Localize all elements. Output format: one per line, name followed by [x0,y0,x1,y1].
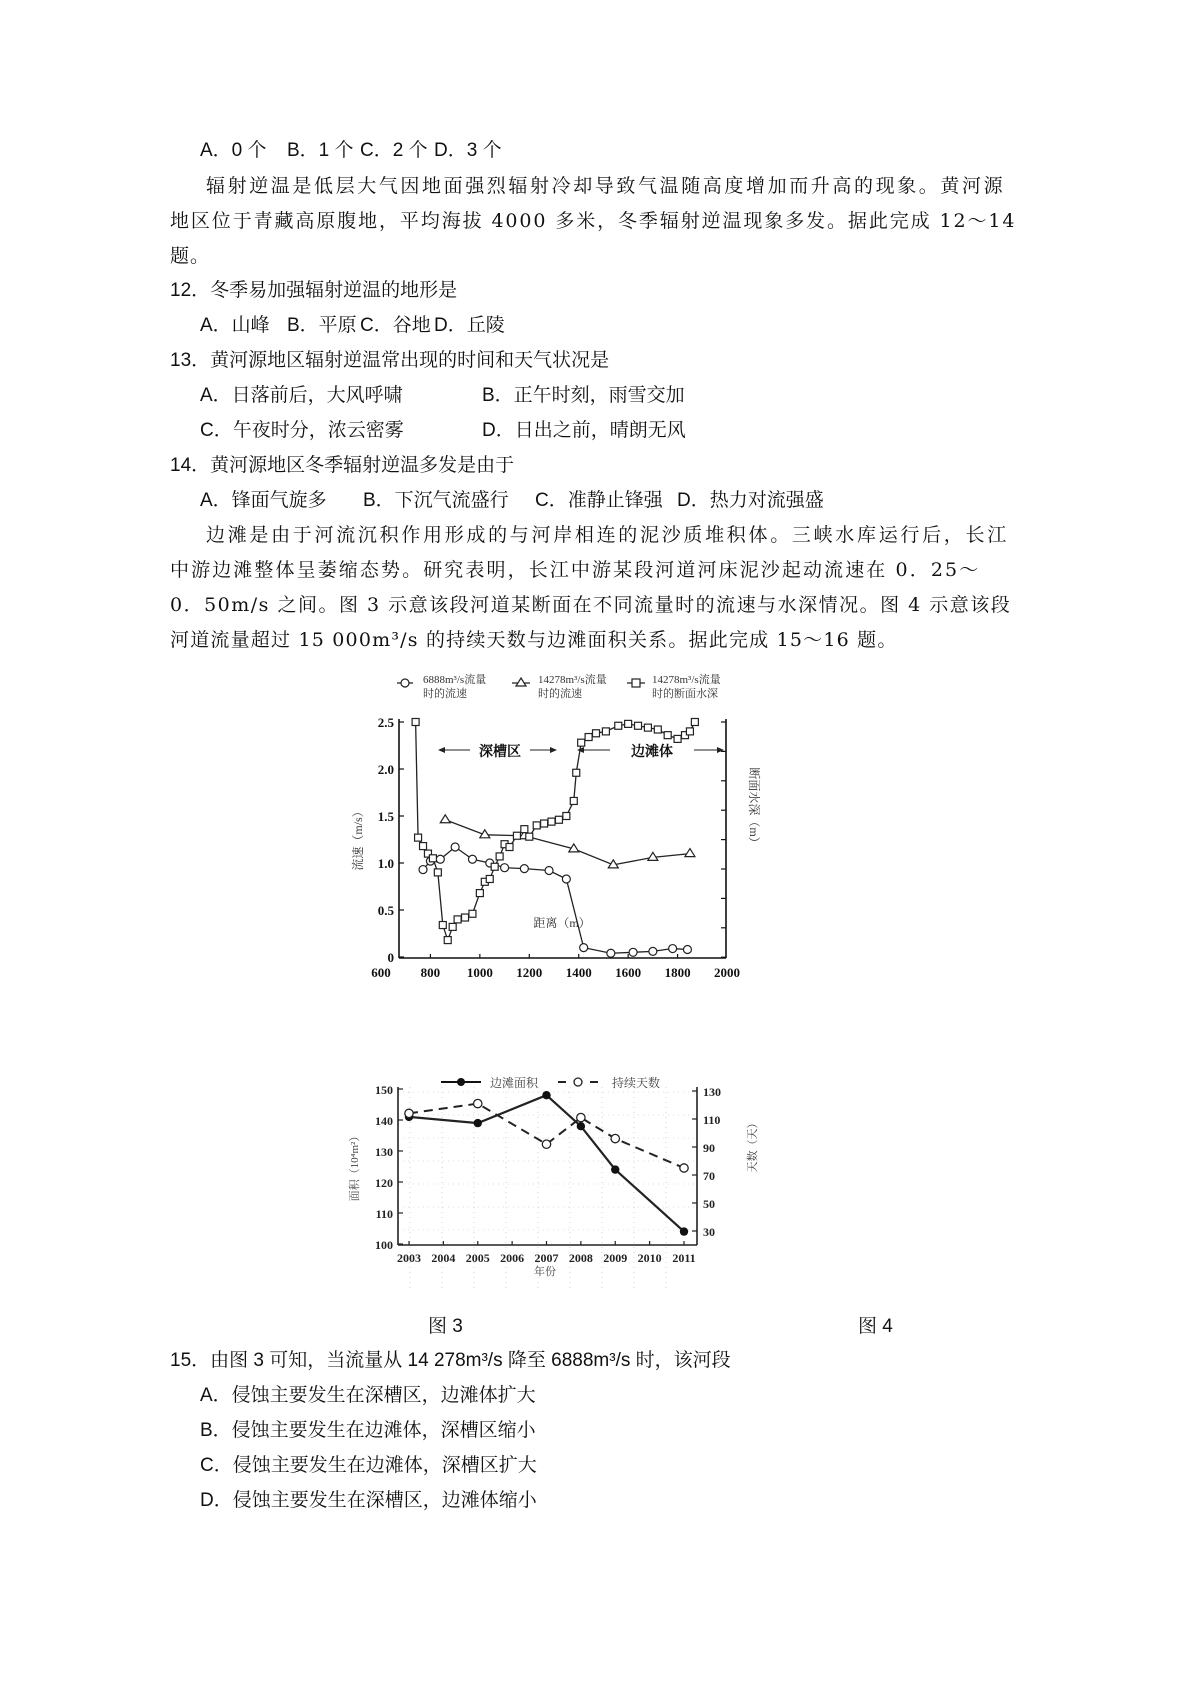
legend-label: 14278m³/s流量 [538,674,607,686]
legend-open-circle-marker [574,1078,582,1086]
data-point-square [420,843,427,850]
legend-filled-circle-marker [457,1078,465,1086]
y2-axis-label: 断面水深（m） [747,767,761,849]
x-tick-label: 2003 [397,1251,421,1265]
series-line [409,1095,684,1231]
data-point-square [513,832,520,839]
data-point-triangle [440,815,450,823]
data-point-open [405,1109,413,1117]
annotation-deep-channel [438,743,557,760]
q14-option-d: D．热力对流强盛 [677,490,824,511]
data-point-circle [501,864,509,872]
y-tick-label: 2.0 [377,762,394,777]
data-point-circle [580,944,588,952]
data-point-square [476,890,483,897]
data-point-square [439,922,446,929]
x-tick-label: 2008 [568,1251,593,1265]
data-point-square [434,869,441,876]
x-axis-label: 距离（m） [533,916,591,930]
q14-option-b: B．下沉气流盛行 [363,490,509,511]
data-point-open [611,1134,619,1142]
data-point-filled [542,1091,550,1099]
q13-option-c: C．午夜时分，浓云密雾 [200,420,404,441]
q12-option-a: A．山峰 [200,315,270,336]
data-point-filled [577,1122,585,1130]
data-point-circle [607,949,615,957]
q12-option-d: D．丘陵 [434,315,505,336]
data-point-square [664,732,671,739]
data-point-square [462,914,469,921]
x-tick-label: 2004 [431,1251,456,1265]
data-point-square [691,719,698,726]
y2-tick-label: 70 [703,1169,715,1183]
series-line [409,1104,684,1168]
y-axis-label: 面积（10⁴m²） [349,1130,361,1202]
data-point-square [686,728,693,735]
data-point-square [625,720,632,727]
legend-label: 时的流速 [538,688,582,700]
legend-triangle-marker [516,678,526,686]
data-point-square [615,722,622,729]
figure-4-chart [340,1070,780,1280]
data-point-square [454,916,461,923]
q14-stem: 14．黄河源地区冬季辐射逆温多发是由于 [170,455,515,476]
data-point-circle [545,867,553,875]
y-tick-label: 130 [375,1145,393,1159]
data-point-square [429,855,436,862]
q12-stem: 12．冬季易加强辐射逆温的地形是 [170,280,458,301]
y2-tick-label: 90 [703,1141,715,1155]
q15-option-a: A．侵蚀主要发生在深槽区，边滩体扩大 [200,1385,536,1406]
data-point-square [521,826,528,833]
y-tick-label: 0 [387,950,394,965]
data-point-square [593,730,600,737]
legend-label: 边滩面积 [490,1076,539,1090]
x-tick-label: 1800 [664,965,691,980]
y-tick-label: 1.0 [377,856,394,871]
data-point-square [563,813,570,820]
y-tick-label: 150 [375,1083,393,1097]
x-tick-label: 800 [420,965,441,980]
annotation-side-bank [577,743,724,760]
passage1-line: 辐射逆温是低层大气因地面强烈辐射冷却导致气温随高度增加而升高的现象。黄河源 [206,175,1006,197]
data-point-square [602,728,609,735]
y2-tick-label: 130 [703,1085,721,1099]
legend-circle-marker [401,679,409,687]
x-tick-label: 2006 [500,1251,525,1265]
data-point-square [533,822,540,829]
figure-4-caption: 图 4 [858,1316,893,1337]
data-point-square [526,833,533,840]
x-tick-label: 2009 [603,1251,628,1265]
data-point-square [412,719,419,726]
y2-tick-label: 30 [703,1225,715,1239]
data-point-square [585,734,592,741]
legend-label: 时的断面水深 [652,688,718,700]
passage2-line: 中游边滩整体呈萎缩态势。研究表明，长江中游某段河道河床泥沙起动流速在 0．25～ [170,559,981,581]
q13-stem: 13．黄河源地区辐射逆温常出现的时间和天气状况是 [170,350,610,371]
data-point-circle [468,855,476,863]
series-line [423,847,687,953]
passage1-line: 地区位于青藏高原腹地，平均海拔 4000 多米，冬季辐射逆温现象多发。据此完成 12～14 [170,210,1017,232]
q13-option-a: A．日落前后，大风呼啸 [200,385,403,406]
y-tick-label: 120 [375,1176,393,1190]
y-tick-label: 1.5 [377,809,394,824]
legend-label: 14278m³/s流量 [652,674,721,686]
passage2-line: 边滩是由于河流沉积作用形成的与河岸相连的泥沙质堆积体。三峡水库运行后，长江 [206,524,1009,546]
x-tick-label: 2011 [672,1251,696,1265]
q11-option-a: A．0 个 [200,140,267,161]
data-point-square [541,820,548,827]
data-point-square [674,735,681,742]
legend-square-marker [632,679,640,687]
data-point-square [555,816,562,823]
y-axis-label: 流速（m/s） [351,805,365,871]
x-tick-label: 2005 [465,1251,490,1265]
annotation-label: 边滩体 [631,745,673,760]
q11-option-b: B．1 个 [287,140,354,161]
passage2-line: 0．50m/s 之间。图 3 示意该段河道某断面在不同流量时的流速与水深情况。图 4 示意该段 [170,594,1012,616]
data-point-circle [520,865,528,873]
data-point-square [654,726,661,733]
data-point-open [542,1140,550,1148]
y-tick-label: 100 [375,1238,393,1252]
data-point-triangle [685,849,695,857]
figure-3-chart [340,665,780,980]
data-point-square [444,937,451,944]
data-point-open [474,1099,482,1107]
data-point-square [573,769,580,776]
q14-option-c: C．准静止锋强 [535,490,663,511]
data-point-circle [649,947,657,955]
x-tick-label: 1200 [516,965,543,980]
data-point-square [469,910,476,917]
data-point-open [577,1113,585,1121]
data-point-square [644,724,651,731]
data-point-square [578,739,585,746]
y-tick-label: 0.5 [377,903,394,918]
y-tick-label: 2.5 [377,715,394,730]
passage1-line: 题。 [170,245,211,267]
legend-label: 时的流速 [423,688,467,700]
q15-option-d: D．侵蚀主要发生在深槽区，边滩体缩小 [200,1490,537,1511]
y-tick-label: 140 [375,1114,393,1128]
data-point-square [415,834,422,841]
data-point-circle [629,948,637,956]
x-tick-label: 1000 [466,965,493,980]
x-tick-label: 600 [371,965,391,980]
x-tick-label: 1400 [565,965,592,980]
data-point-circle [669,945,677,953]
q11-option-d: D．3 个 [434,140,502,161]
legend-label: 持续天数 [612,1076,661,1090]
passage2-line: 河道流量超过 15 000m³/s 的持续天数与边滩面积关系。据此完成 15～16 题。 [170,629,898,651]
data-point-circle [419,866,427,874]
data-point-square [496,853,503,860]
legend [397,672,721,700]
y2-tick-label: 50 [703,1197,715,1211]
data-point-open [680,1164,688,1172]
q13-option-b: B．正午时刻，雨雪交加 [482,385,685,406]
y2-axis-label: 天数（天） [747,1117,759,1173]
q12-option-b: B．平原 [287,315,357,336]
x-tick-label: 2007 [534,1251,559,1265]
q15-option-b: B．侵蚀主要发生在边滩体，深槽区缩小 [200,1420,536,1441]
x-tick-label: 2010 [637,1251,662,1265]
y-tick-label: 110 [375,1207,393,1221]
q12-option-c: C．谷地 [360,315,431,336]
annotation-label: 深槽区 [479,745,521,760]
q15-stem: 15．由图 3 可知，当流量从 14 278m³/s 降至 6888m³/s 时，该河段 [170,1350,731,1371]
q11-option-c: C．2 个 [360,140,428,161]
x-tick-label: 2000 [714,965,740,980]
data-point-square [570,797,577,804]
y2-tick-label: 110 [703,1113,721,1127]
legend-label: 6888m³/s流量 [423,674,487,686]
data-point-square [506,844,513,851]
data-point-filled [680,1227,688,1235]
data-point-circle [451,843,459,851]
data-point-square [491,863,498,870]
data-point-square [486,875,493,882]
q13-option-d: D．日出之前，晴朗无风 [482,420,686,441]
q14-option-a: A．锋面气旋多 [200,490,327,511]
data-point-circle [683,945,691,953]
data-point-filled [611,1165,619,1173]
x-axis-label: 年份 [534,1266,556,1278]
data-point-filled [474,1119,482,1127]
data-point-square [635,722,642,729]
x-tick-label: 1600 [615,965,642,980]
data-point-circle [436,855,444,863]
data-point-square [548,818,555,825]
data-point-circle [562,875,570,883]
data-point-square [449,923,456,930]
q15-option-c: C．侵蚀主要发生在边滩体，深槽区扩大 [200,1455,537,1476]
figure-3-caption: 图 3 [428,1316,463,1337]
